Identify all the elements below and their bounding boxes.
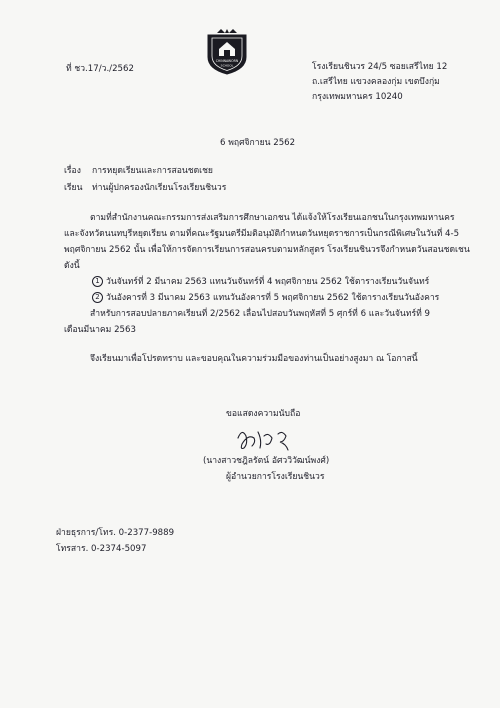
school-address-line2: ถ.เสรีไทย แขวงคลองกุ่ม เขตบึงกุ่ม	[312, 77, 440, 87]
body-para1-line2: และจังหวัดนนทบุรีหยุดเรียน ตามที่คณะรัฐมนตรีมีมติอนุมัติกำหนดวันหยุดราชการเป็นกรณีพิเศษในวันที่ 4-5	[64, 229, 460, 239]
schedule-item-1-text: วันจันทร์ที่ 2 มีนาคม 2563 แทนวันจันทร์ที่ 4 พฤศจิกายน 2562 ใช้ตารางเรียนวันจันทร์	[106, 277, 430, 287]
footer-fax: โทรสาร. 0-2374-5097	[56, 544, 147, 554]
schedule-item-2	[92, 292, 439, 304]
school-address-line1: โรงเรียนชินวร 24/5 ซอยเสรีไทย 12	[312, 62, 448, 72]
svg-text:CHINNAWORN: CHINNAWORN	[215, 59, 239, 63]
recipient-text: ท่านผู้ปกครองนักเรียนโรงเรียนชินวร	[92, 183, 227, 193]
item-number-badge: 1	[92, 276, 103, 287]
handwritten-signature	[234, 424, 300, 452]
regards-text: ขอแสดงความนับถือ	[226, 409, 301, 419]
footer-department-phone: ฝ่ายธุรการ/โทร. 0-2377-9889	[56, 528, 175, 538]
recipient-label: เรียน	[64, 183, 83, 193]
item-number-badge: 2	[92, 292, 103, 303]
body-para1-line1: ตามที่สำนักงานคณะกรรมการส่งเสริมการศึกษาเอกชน ได้แจ้งให้โรงเรียนเอกชนในกรุงเทพมหานคร	[90, 213, 455, 223]
reference-number: ที่ ชว.17/ว./2562	[66, 64, 134, 74]
body-para1-line4: ดังนี้	[64, 261, 80, 271]
signatory-name: (นางสาวชฎิลรัตน์ อัศววิวัฒน์พงศ์)	[203, 456, 330, 466]
school-logo	[205, 29, 249, 75]
body-para2-line2: เดือนมีนาคม 2563	[64, 325, 136, 335]
school-address-line3: กรุงเทพมหานคร 10240	[312, 92, 403, 102]
svg-text:SCHOOL: SCHOOL	[220, 63, 234, 68]
subject-label: เรื่อง	[64, 166, 81, 176]
closing-sentence: จึงเรียนมาเพื่อโปรดทราบ และขอบคุณในความร่วมมือของท่านเป็นอย่างสูงมา ณ โอกาสนี้	[90, 354, 418, 364]
body-para2-line1: สำหรับการสอบปลายภาคเรียนที่ 2/2562 เลื่อนไปสอบวันพฤหัสที่ 5 ศุกร์ที่ 6 และวันจันทร์ที่ 9	[90, 309, 430, 319]
letter-date: 6 พฤศจิกายน 2562	[220, 138, 296, 148]
body-para1-line3: พฤศจิกายน 2562 นั้น เพื่อให้การจัดการเรียนการสอนครบตามหลักสูตร โรงเรียนชินวรจึงกำหนดวันสอนชดเชน	[64, 245, 470, 255]
signatory-position: ผู้อำนวยการโรงเรียนชินวร	[226, 472, 325, 482]
schedule-item-2-text: วันอังคารที่ 3 มีนาคม 2563 แทนวันอังคารที่ 5 พฤศจิกายน 2562 ใช้ตารางเรียนวันอังคาร	[106, 293, 440, 303]
subject-text: การหยุดเรียนและการสอนชดเชย	[92, 166, 213, 176]
schedule-item-1	[92, 276, 429, 288]
